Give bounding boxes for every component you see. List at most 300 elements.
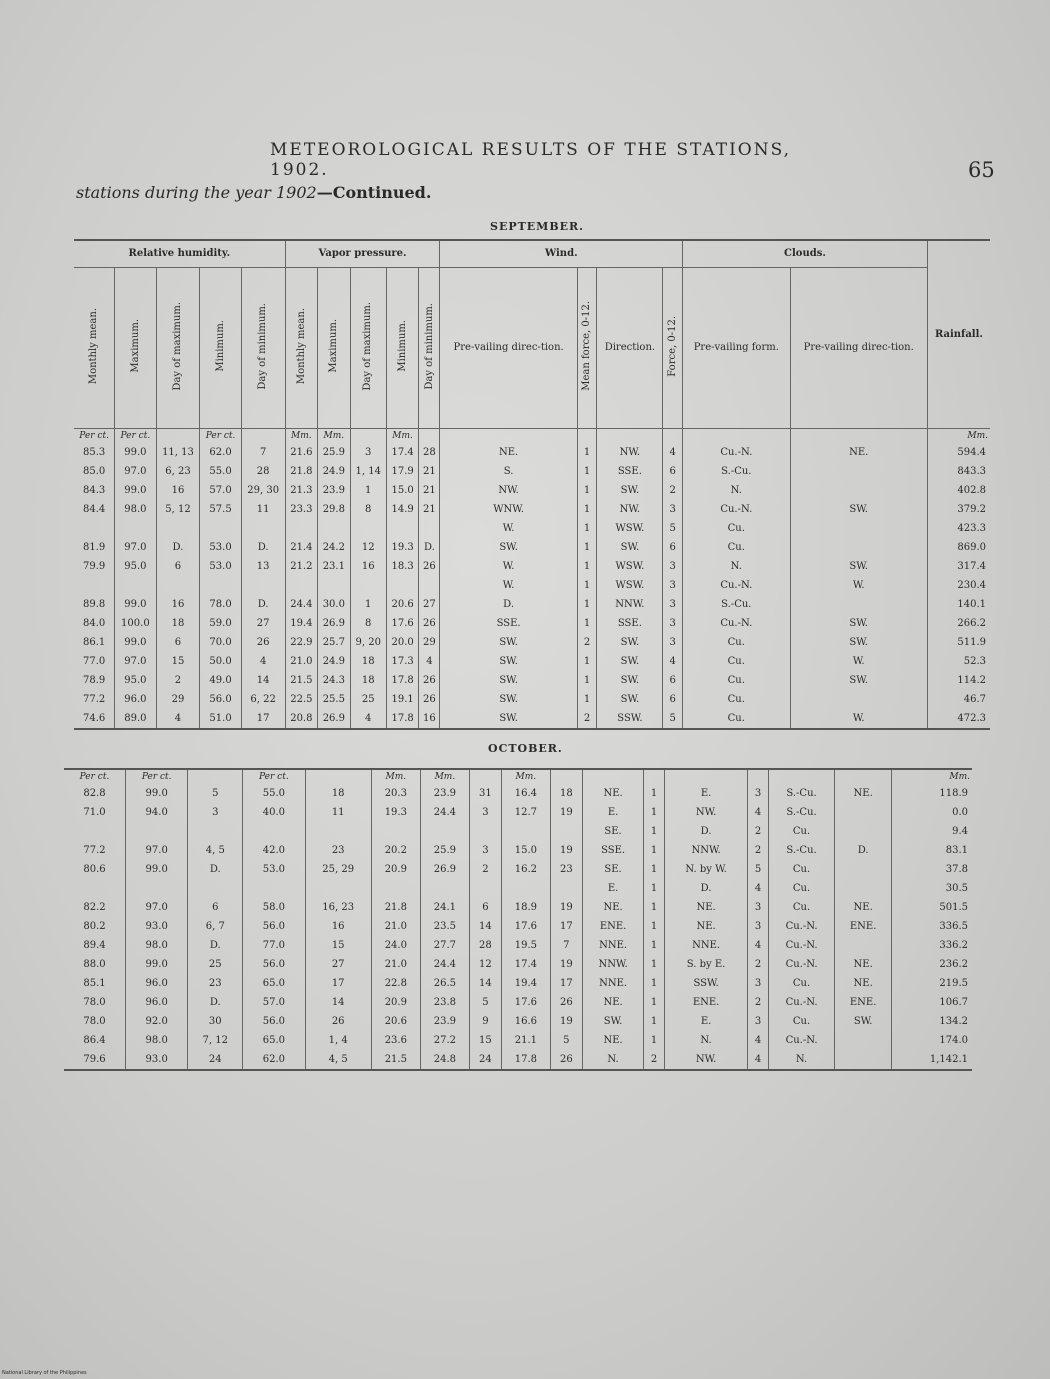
table-cell: 11 [241,500,285,519]
table-cell: 26 [419,557,440,576]
table-cell: SSW. [664,974,748,993]
table-cell: 4 [663,652,683,671]
table-cell: 21.5 [285,671,317,690]
table-cell: NNW. [582,955,644,974]
unit-cell [469,769,501,784]
table-cell: 2 [577,633,597,652]
table-cell: 18 [156,614,200,633]
table-cell: 57.0 [243,993,305,1012]
table-cell: 3 [663,633,683,652]
unit-cell: Mm. [285,429,317,444]
table-cell [835,803,892,822]
table-cell: 21.8 [371,898,420,917]
table-cell [115,519,156,538]
table-cell: 17.4 [501,955,550,974]
table-cell: 25.7 [318,633,350,652]
table-cell: SW. [835,1012,892,1031]
table-cell: 1 [644,1012,664,1031]
table-cell: 4 [663,443,683,462]
table-cell: 96.0 [125,974,187,993]
table-cell: 70.0 [200,633,241,652]
table-cell: 3 [663,500,683,519]
table-cell: 24.8 [420,1050,469,1070]
table-row [64,936,972,955]
table-cell: 24.4 [420,803,469,822]
table-cell: 17.6 [501,993,550,1012]
table-cell: Cu. [768,860,834,879]
october-title: OCTOBER. [488,742,563,755]
table-row [74,481,990,500]
table-cell: 15.0 [386,481,418,500]
table-cell: 26 [419,690,440,709]
table-cell: 17.8 [386,709,418,729]
table-cell: 21.8 [285,462,317,481]
table-cell: 423.3 [927,519,990,538]
table-cell: 1 [577,595,597,614]
table-cell: 58.0 [243,898,305,917]
table-cell: 114.2 [927,671,990,690]
table-cell: ENE. [582,917,644,936]
table-cell: 4 [748,803,768,822]
table-cell: NE. [835,898,892,917]
table-cell [285,519,317,538]
table-cell: 27.2 [420,1031,469,1050]
table-cell: 5, 12 [156,500,200,519]
table-cell: 1 [577,690,597,709]
table-cell: Cu.-N. [683,614,791,633]
table-cell: 29 [419,633,440,652]
table-cell: 26.5 [420,974,469,993]
table-cell: 99.0 [115,595,156,614]
table-cell: E. [664,784,748,803]
table-row [74,614,990,633]
table-cell: NW. [664,803,748,822]
table-cell: W. [790,652,927,671]
table-cell: 2 [748,993,768,1012]
table-cell: 23.8 [420,993,469,1012]
table-cell: 3 [469,841,501,860]
subtitle-italic: stations during the year 1902 [76,183,317,202]
table-cell [420,822,469,841]
table-row [64,1031,972,1050]
table-cell [386,576,418,595]
table-cell: 2 [748,955,768,974]
table-cell: 17.4 [386,443,418,462]
table-cell: 13 [241,557,285,576]
table-cell: SW. [440,671,577,690]
table-cell [835,879,892,898]
table-cell: 89.0 [115,709,156,729]
unit-cell [350,429,386,444]
table-cell: W. [440,576,577,595]
table-cell: 88.0 [83,958,106,970]
table-cell: 28 [241,462,285,481]
table-cell: 40.0 [243,803,305,822]
table-cell: 82.8 [83,787,106,799]
table-cell: 1 [644,841,664,860]
table-cell: 5 [663,709,683,729]
table-cell [350,519,386,538]
table-cell: 1 [577,443,597,462]
table-cell: 21.6 [285,443,317,462]
table-cell: 25 [350,690,386,709]
table-cell: 26 [241,633,285,652]
table-cell: 6 [156,557,200,576]
table-cell: Cu. [768,974,834,993]
table-cell [350,576,386,595]
table-cell: SE. [582,822,644,841]
table-cell: NW. [664,1050,748,1070]
table-cell: Cu. [683,538,791,557]
table-cell: 30.5 [892,879,972,898]
table-cell: 1 [644,879,664,898]
col-header-8: Minimum. [386,268,418,429]
table-row [74,652,990,671]
table-row [64,917,972,936]
table-cell: Cu. [768,879,834,898]
table-cell: 57.5 [200,500,241,519]
table-cell: 77.2 [82,693,106,705]
table-cell [386,519,418,538]
table-cell: 93.0 [125,1050,187,1070]
table-cell [64,822,125,841]
table-cell: 29 [156,690,200,709]
table-cell: 57.0 [200,481,241,500]
table-cell: 79.9 [82,560,106,572]
table-cell: W. [440,519,577,538]
table-cell: Cu. [683,633,791,652]
table-cell: 1 [350,595,386,614]
table-cell: 96.0 [115,690,156,709]
col-header-4: Day of minimum. [241,268,285,429]
table-cell: D. [188,993,243,1012]
table-cell: Cu. [768,1012,834,1031]
table-cell: 0.0 [892,803,972,822]
unit-cell: Mm. [318,429,350,444]
col-header-7: Day of maximum. [350,268,386,429]
table-cell: 23.3 [285,500,317,519]
unit-cell [768,769,834,784]
table-cell: NE. [664,917,748,936]
unit-cell: Per ct. [79,771,110,782]
table-cell: 336.5 [892,917,972,936]
table-cell: 3 [748,784,768,803]
subtitle [76,183,431,202]
table-cell: NE. [582,1031,644,1050]
table-cell: 62.0 [243,1050,305,1070]
table-cell: 1 [577,500,597,519]
table-cell: 140.1 [927,595,990,614]
table-cell: E. [582,879,644,898]
table-cell: ENE. [664,993,748,1012]
table-cell: 219.5 [892,974,972,993]
table-cell: 82.2 [83,901,106,913]
table-cell: 6 [469,898,501,917]
table-cell: 5 [469,993,501,1012]
table-cell: 17 [305,974,371,993]
table-cell: 4 [748,936,768,955]
table-cell: 20.0 [386,633,418,652]
unit-cell: Mm. [371,769,420,784]
table-cell: 23.9 [318,481,350,500]
table-cell: 86.1 [82,636,106,648]
table-cell [318,576,350,595]
table-cell [790,538,927,557]
table-cell: NNW. [664,841,748,860]
table-cell: NE. [835,955,892,974]
table-cell: 94.0 [125,803,187,822]
table-cell: 86.4 [83,1034,106,1046]
table-cell: 17.8 [501,1050,550,1070]
table-cell: 8 [350,614,386,633]
table-cell: 16 [156,481,200,500]
unit-cell: Mm. [501,769,550,784]
table-cell: 89.8 [82,598,106,610]
table-cell: S.-Cu. [768,784,834,803]
table-cell: 15 [469,1031,501,1050]
table-cell [285,576,317,595]
table-cell: 16 [419,709,440,729]
unit-cell [305,769,371,784]
table-cell: 402.8 [927,481,990,500]
table-cell [188,822,243,841]
table-cell: 55.0 [243,784,305,803]
table-row [64,784,972,803]
table-cell: 1 [644,860,664,879]
table-cell: 6 [188,898,243,917]
table-cell: SW. [582,1012,644,1031]
table-cell: 52.3 [927,652,990,671]
table-cell: 56.0 [243,955,305,974]
table-cell: 17 [241,709,285,729]
table-cell [241,576,285,595]
table-cell: 16 [305,917,371,936]
table-cell: 336.2 [892,936,972,955]
table-cell: 18 [550,784,582,803]
table-cell: 1 [644,993,664,1012]
table-cell: D. [156,538,200,557]
table-cell: 5 [748,860,768,879]
table-cell: 21 [419,462,440,481]
table-cell: 42.0 [243,841,305,860]
table-cell: 4 [419,652,440,671]
table-cell: 25 [188,955,243,974]
october-table [64,768,972,1071]
table-cell: 134.2 [892,1012,972,1031]
table-cell: WSW. [597,576,663,595]
table-cell [125,822,187,841]
table-cell: 5 [550,1031,582,1050]
table-cell: Cu.-N. [768,955,834,974]
table-cell: N. by W. [664,860,748,879]
table-cell: 30.0 [318,595,350,614]
table-cell: 230.4 [927,576,990,595]
table-cell: Cu. [683,519,791,538]
table-cell: 501.5 [892,898,972,917]
table-cell [305,879,371,898]
table-cell: 85.3 [82,446,106,458]
table-row [64,993,972,1012]
col-header-15: Pre-vailing direc-tion. [790,268,927,429]
table-cell: 20.8 [285,709,317,729]
table-cell: 1 [644,917,664,936]
table-row [74,671,990,690]
table-cell: SSW. [597,709,663,729]
table-cell: 20.2 [371,841,420,860]
table-cell: 14 [469,917,501,936]
table-cell: 14 [305,993,371,1012]
table-cell: 19.3 [386,538,418,557]
table-cell: 96.0 [125,993,187,1012]
table-cell: 18 [350,652,386,671]
table-cell: 1 [644,898,664,917]
table-cell: 23.9 [420,1012,469,1031]
table-cell: 37.8 [892,860,972,879]
table-row [74,690,990,709]
table-cell: 511.9 [927,633,990,652]
unit-cell [644,769,664,784]
table-cell [156,576,200,595]
unit-cell: Mm. [892,769,972,784]
table-cell [790,690,927,709]
table-cell: 56.0 [243,917,305,936]
table-cell: D. [188,936,243,955]
table-cell: 266.2 [927,614,990,633]
table-cell: 7, 12 [188,1031,243,1050]
table-cell: 26.9 [318,709,350,729]
group-vapor-pressure: Vapor pressure. [285,240,440,268]
unit-cell [241,429,285,444]
table-cell: 71.0 [83,806,106,818]
table-cell: 1 [577,671,597,690]
table-cell: Cu.-N. [683,500,791,519]
table-cell: 19 [550,898,582,917]
table-cell: E. [582,803,644,822]
table-cell [200,576,241,595]
table-cell: 18 [350,671,386,690]
table-cell: 53.0 [200,557,241,576]
table-cell: SW. [597,538,663,557]
table-cell: 11 [305,803,371,822]
unit-cell [419,429,440,444]
table-cell: 21.3 [285,481,317,500]
unit-cell: Per ct. [243,769,305,784]
col-header-11: Mean force, 0-12. [577,268,597,429]
table-cell: 2 [156,671,200,690]
table-cell: 18.3 [386,557,418,576]
table-cell: SW. [597,671,663,690]
table-cell: 9 [469,1012,501,1031]
table-cell: 17.6 [386,614,418,633]
unit-cell: Per ct. [79,430,109,441]
table-cell [420,879,469,898]
col-header-5: Monthly mean. [285,268,317,429]
table-cell: 4, 5 [188,841,243,860]
table-cell: W. [440,557,577,576]
table-cell: 99.0 [115,443,156,462]
table-cell: 99.0 [125,860,187,879]
table-cell: 594.4 [927,443,990,462]
table-row [64,898,972,917]
table-cell: 19.3 [371,803,420,822]
table-cell: D. [835,841,892,860]
table-cell [835,936,892,955]
table-cell: 26.9 [318,614,350,633]
table-cell: 81.9 [82,541,106,553]
table-cell [243,879,305,898]
table-cell: 25.9 [318,443,350,462]
table-cell: 15 [156,652,200,671]
table-cell: 26.9 [420,860,469,879]
col-header-12: Direction. [597,268,663,429]
table-cell: Cu.-N. [683,576,791,595]
table-cell: 97.0 [115,538,156,557]
table-cell: D. [419,538,440,557]
table-cell: Cu. [768,898,834,917]
col-header-14: Pre-vailing form. [683,268,791,429]
table-cell: 79.6 [83,1053,106,1065]
table-cell: 9, 20 [350,633,386,652]
table-cell: SSE. [597,614,663,633]
table-cell [419,519,440,538]
table-cell: 3 [663,576,683,595]
table-cell: 80.6 [83,863,106,875]
table-cell: 21 [419,481,440,500]
table-cell: 24.9 [318,462,350,481]
table-cell: 379.2 [927,500,990,519]
table-cell: 3 [188,803,243,822]
table-cell: 16 [350,557,386,576]
table-cell: 4 [748,1031,768,1050]
table-cell: SW. [440,538,577,557]
table-row [64,841,972,860]
table-cell: 236.2 [892,955,972,974]
table-cell: 23.1 [318,557,350,576]
table-cell: 46.7 [927,690,990,709]
unit-cell [577,429,597,444]
table-cell: 3 [350,443,386,462]
table-cell: 4 [748,879,768,898]
table-cell: 29.8 [318,500,350,519]
table-cell: S. by E. [664,955,748,974]
table-cell: 3 [748,917,768,936]
table-cell: 3 [469,803,501,822]
table-cell: 95.0 [115,557,156,576]
table-cell: 19 [550,1012,582,1031]
table-cell: 84.3 [82,484,106,496]
table-cell [241,519,285,538]
table-cell: W. [790,709,927,729]
table-cell: 80.2 [83,920,106,932]
table-cell: 24.4 [285,595,317,614]
table-cell [790,595,927,614]
september-table [74,239,990,730]
table-cell: 5 [663,519,683,538]
col-header-0: Monthly mean. [74,268,115,429]
table-cell: 106.7 [892,993,972,1012]
table-cell [200,519,241,538]
col-header-2: Day of maximum. [156,268,200,429]
table-cell: 1 [577,557,597,576]
table-cell: NE. [790,443,927,462]
table-cell: SE. [582,860,644,879]
table-cell: 3 [748,1012,768,1031]
table-cell: 6 [663,462,683,481]
table-cell: 27 [419,595,440,614]
table-cell: 3 [748,974,768,993]
table-cell: ENE. [835,917,892,936]
table-cell: 1 [577,576,597,595]
